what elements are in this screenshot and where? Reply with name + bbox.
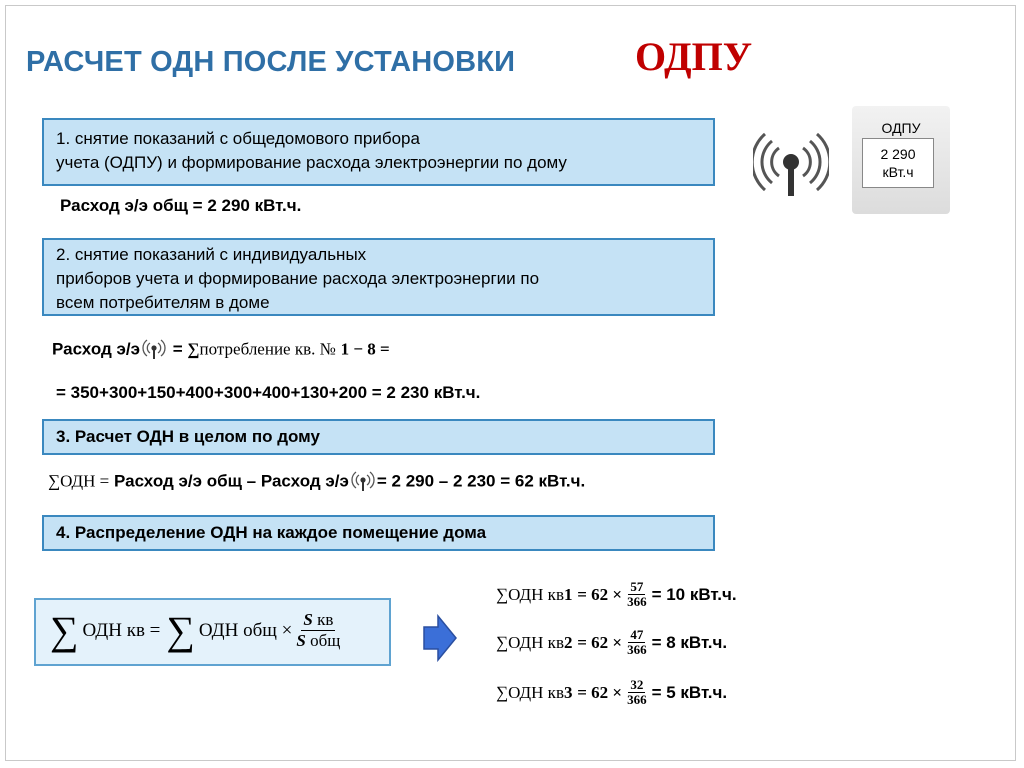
step2-line3: всем потребителям в доме [56,293,270,312]
result-eq: = 62 × [577,584,623,604]
result-fraction [625,678,649,707]
sigma-symbol: ∑ [187,339,200,359]
step1-line2: учета (ОДПУ) и формирование расхода электроэнергии по дому [56,153,567,172]
sigma-symbol: ∑ [496,584,509,604]
step3-formula [48,470,585,494]
step2-sum: = 350+300+150+400+300+400+130+200 = 2 230 кВт.ч. [56,383,481,402]
antenna-icon [753,124,829,200]
result-fraction [625,580,649,609]
frac-num: кв [317,610,334,629]
antenna-small-icon [351,468,375,492]
step2-formula-prefix: Расход э/э [52,339,141,359]
step1-line1: снятие показаний с общедомового прибора [74,129,420,148]
frac-num: 57 [630,579,644,594]
step3-formula-end: = 2 290 – 2 230 = 62 кВт.ч. [376,471,586,491]
frac-den: 366 [627,692,647,707]
step1-result-label: Расход э/э общ = [60,196,203,215]
step3-odn-label: ОДН = [60,471,110,491]
step2-formula: Расход э/э = ∑потребление кв. № 1 − 8 = [52,338,390,362]
result-index: 2 [563,632,573,652]
step3-heading: 3. Расчет ОДН в целом по дому [56,427,320,446]
frac-den: 366 [627,642,647,657]
general-formula-box [34,598,391,666]
result-index: 1 [563,584,573,604]
meter-device [852,106,950,214]
frac-den: 366 [627,594,647,609]
step3-box [42,419,715,455]
result-fraction [625,628,649,657]
step2-formula-range: 1 − 8 = [340,339,390,359]
sigma-symbol: ∑ [50,607,79,653]
result-eq: = 62 × [577,682,623,702]
result-row-3 [496,678,727,707]
step1-box [42,118,715,186]
sigma-symbol: ∑ [496,632,509,652]
result-eq: = 62 × [577,632,623,652]
area-symbol: S [303,610,313,629]
sigma-symbol: ∑ [496,682,509,702]
area-symbol: S [296,631,306,650]
result-lhs: ОДН кв [508,632,564,652]
step2-box [42,238,715,316]
sigma-symbol: ∑ [48,471,61,491]
slide-title: РАСЧЕТ ОДН ПОСЛЕ УСТАНОВКИ [26,46,516,78]
frac-num: 47 [630,627,644,642]
area-fraction [296,610,340,651]
step3-formula-mid: Расход э/э общ – Расход э/э [114,471,349,491]
general-lhs: ОДН кв = [82,619,161,641]
result-lhs: ОДН кв [508,584,564,604]
result-index: 3 [563,682,573,702]
frac-den: общ [310,631,341,650]
sigma-symbol: ∑ [166,607,195,653]
frac-num: 32 [630,677,644,692]
result-value: = 5 кВт.ч. [651,682,728,702]
result-row-2 [496,628,727,657]
result-row-1 [496,580,737,609]
step4-box [42,515,715,551]
meter-display [862,138,934,188]
step2-line1: 2. снятие показаний с индивидуальных [56,245,367,264]
step1-number: 1. [56,129,71,148]
meter-label: ОДПУ [881,120,921,136]
step1-result-value: 2 290 кВт.ч. [207,196,302,215]
right-arrow-icon [423,614,457,662]
general-rhs: ОДН общ × [198,619,293,641]
step2-formula-rest: потребление кв. № [199,339,336,359]
meter-value: 2 290 [880,146,916,162]
step4-heading: 4. Распределение ОДН на каждое помещение дома [56,523,487,542]
meter-unit: кВт.ч [882,164,914,180]
result-value: = 8 кВт.ч. [651,632,728,652]
antenna-small-icon [142,336,166,360]
result-value: = 10 кВт.ч. [651,584,737,604]
result-lhs: ОДН кв [508,682,564,702]
slide-title-accent: ОДПУ [635,34,753,79]
step1-result [60,196,301,216]
step2-line2: приборов учета и формирование расхода электроэнергии по [56,269,540,288]
